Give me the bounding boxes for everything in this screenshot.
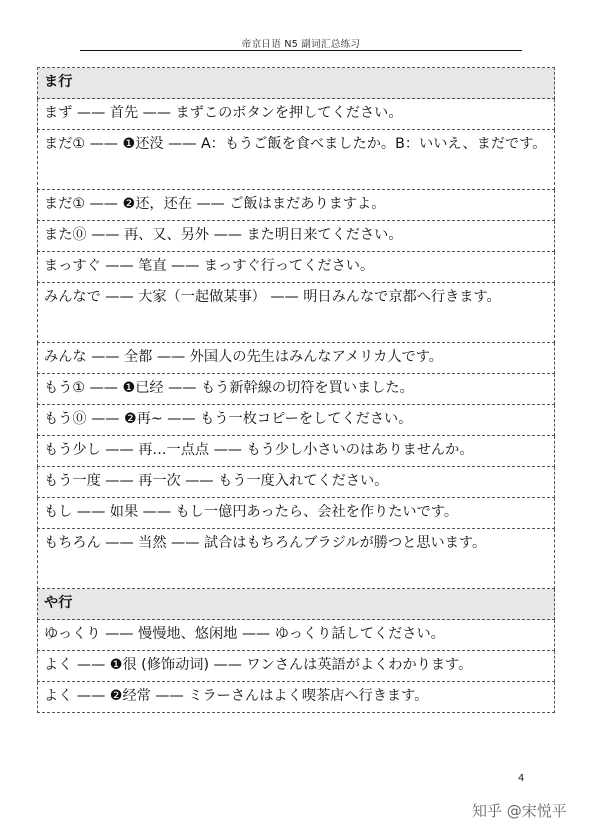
section-heading-ma: ま行 bbox=[38, 68, 555, 99]
section-heading-row bbox=[38, 68, 555, 99]
vocab-entry: よく —— ❷经常 —— ミラーさんはよく喫茶店へ行きます。 bbox=[38, 682, 555, 713]
vocab-row bbox=[38, 651, 555, 682]
vocab-row bbox=[38, 374, 555, 405]
vocab-row bbox=[38, 99, 555, 130]
vocab-row bbox=[38, 221, 555, 252]
vocab-entry: まず —— 首先 —— まずこのボタンを押してください。 bbox=[38, 99, 555, 130]
vocab-entry: まだ① —— ❷还，还在 —— ご飯はまだありますよ。 bbox=[38, 190, 555, 221]
vocab-row bbox=[38, 620, 555, 651]
vocab-row bbox=[38, 467, 555, 498]
vocab-row bbox=[38, 283, 555, 343]
vocab-entry: よく —— ❶很 (修饰动词) —— ワンさんは英語がよくわかります。 bbox=[38, 651, 555, 682]
vocab-entry: まだ① —— ❶还没 —— A：もうご飯を食べましたか。B：いいえ、まだです。 bbox=[38, 130, 555, 190]
vocab-row bbox=[38, 682, 555, 713]
vocab-entry: もう① —— ❶已经 —— もう新幹線の切符を買いました。 bbox=[38, 374, 555, 405]
vocab-row bbox=[38, 529, 555, 589]
section-heading-ya: や行 bbox=[38, 589, 555, 620]
adverb-vocabulary-table bbox=[37, 67, 555, 713]
page-header-title: 帝京日语 N5 副词汇总练习 bbox=[241, 39, 361, 50]
vocab-row bbox=[38, 343, 555, 374]
vocab-entry: もう一度 —— 再一次 —— もう一度入れてください。 bbox=[38, 467, 555, 498]
vocab-entry: もう少し —— 再…一点点 —— もう少し小さいのはありませんか。 bbox=[38, 436, 555, 467]
vocab-entry: みんな —— 全都 —— 外国人の先生はみんなアメリカ人です。 bbox=[38, 343, 555, 374]
vocab-entry: まっすぐ —— 笔直 —— まっすぐ行ってください。 bbox=[38, 252, 555, 283]
vocab-entry: もちろん —— 当然 —— 試合はもちろんブラジルが勝つと思います。 bbox=[38, 529, 555, 589]
vocab-row bbox=[38, 405, 555, 436]
zhihu-watermark: 知乎 @宋悦平 bbox=[472, 802, 567, 820]
vocab-entry: みんなで —— 大家（一起做某事） —— 明日みんなで京都へ行きます。 bbox=[38, 283, 555, 343]
header-divider bbox=[80, 50, 522, 51]
vocab-entry: ゆっくり —— 慢慢地、悠闲地 —— ゆっくり話してください。 bbox=[38, 620, 555, 651]
vocab-entry: もう⓪ —— ❷再~ —— もう一枚コピーをしてください。 bbox=[38, 405, 555, 436]
page-number: 4 bbox=[518, 773, 525, 784]
section-heading-row bbox=[38, 589, 555, 620]
vocab-row bbox=[38, 130, 555, 190]
vocab-entry: もし —— 如果 —— もし一億円あったら、会社を作りたいです。 bbox=[38, 498, 555, 529]
vocab-row bbox=[38, 436, 555, 467]
vocab-row bbox=[38, 498, 555, 529]
vocab-row bbox=[38, 190, 555, 221]
vocab-entry: また⓪ —— 再、又、另外 —— また明日来てください。 bbox=[38, 221, 555, 252]
vocab-row bbox=[38, 252, 555, 283]
